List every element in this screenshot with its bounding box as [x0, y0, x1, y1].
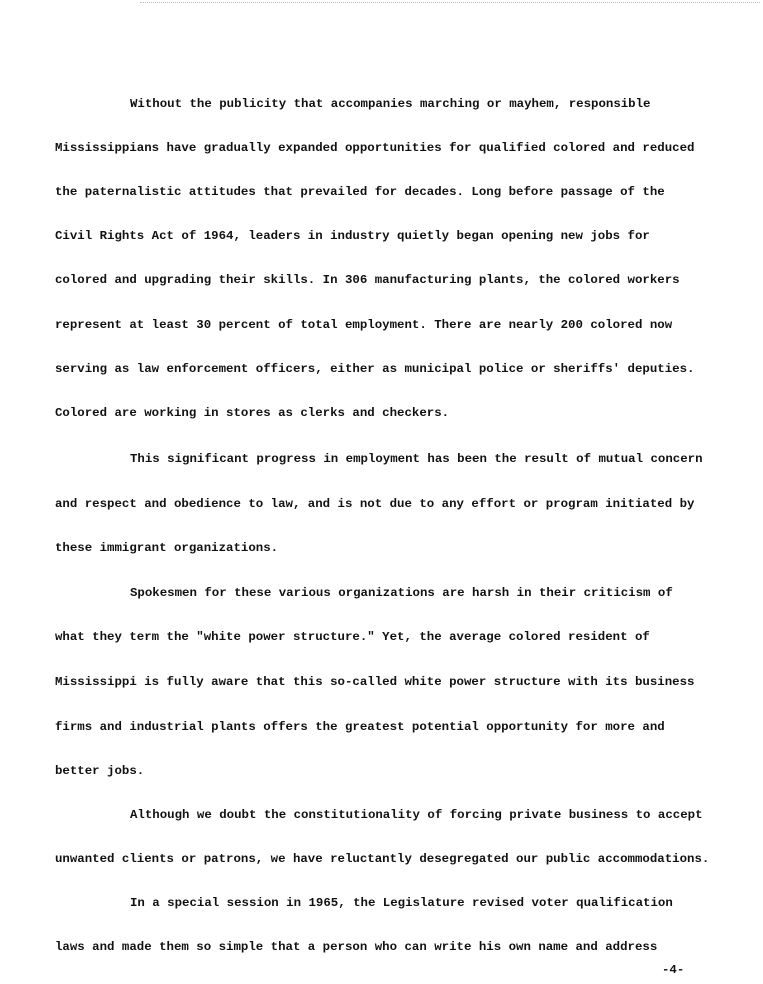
- text-line: Mississippians have gradually expanded opportunities for qualified colored and reduced: [55, 141, 695, 155]
- text-line: Without the publicity that accompanies marching or mayhem, responsible: [130, 97, 651, 111]
- text-line: better jobs.: [55, 764, 145, 778]
- text-line: the paternalistic attitudes that prevailed for decades. Long before passage of the: [55, 185, 665, 199]
- text-line: these immigrant organizations.: [55, 541, 279, 555]
- text-line: This significant progress in employment has been the result of mutual concern: [130, 452, 703, 466]
- text-line: and respect and obedience to law, and is not due to any effort or program initiated by: [55, 497, 695, 511]
- text-line: represent at least 30 percent of total employment. There are nearly 200 colored now: [55, 318, 673, 332]
- text-line: Civil Rights Act of 1964, leaders in industry quietly began opening new jobs for: [55, 229, 650, 243]
- text-line: unwanted clients or patrons, we have reluctantly desegregated our public accommodations.: [55, 852, 710, 866]
- text-line: colored and upgrading their skills. In 306 manufacturing plants, the colored workers: [55, 273, 680, 287]
- text-line: laws and made them so simple that a person who can write his own name and address: [55, 940, 658, 954]
- top-dotted-rule: [140, 2, 760, 3]
- text-line: serving as law enforcement officers, either as municipal police or sheriffs' deputies.: [55, 362, 695, 376]
- text-line: In a special session in 1965, the Legislature revised voter qualification: [130, 896, 673, 910]
- text-line: Colored are working in stores as clerks and checkers.: [55, 406, 450, 420]
- text-line: Although we doubt the constitutionality of forcing private business to accept: [130, 808, 703, 822]
- page-number: -4-: [662, 963, 685, 977]
- text-line: what they term the "white power structure." Yet, the average colored resident of: [55, 630, 650, 644]
- text-line: Spokesmen for these various organizations are harsh in their criticism of: [130, 586, 673, 600]
- text-line: Mississippi is fully aware that this so-called white power structure with its business: [55, 675, 695, 689]
- text-line: firms and industrial plants offers the greatest potential opportunity for more and: [55, 720, 665, 734]
